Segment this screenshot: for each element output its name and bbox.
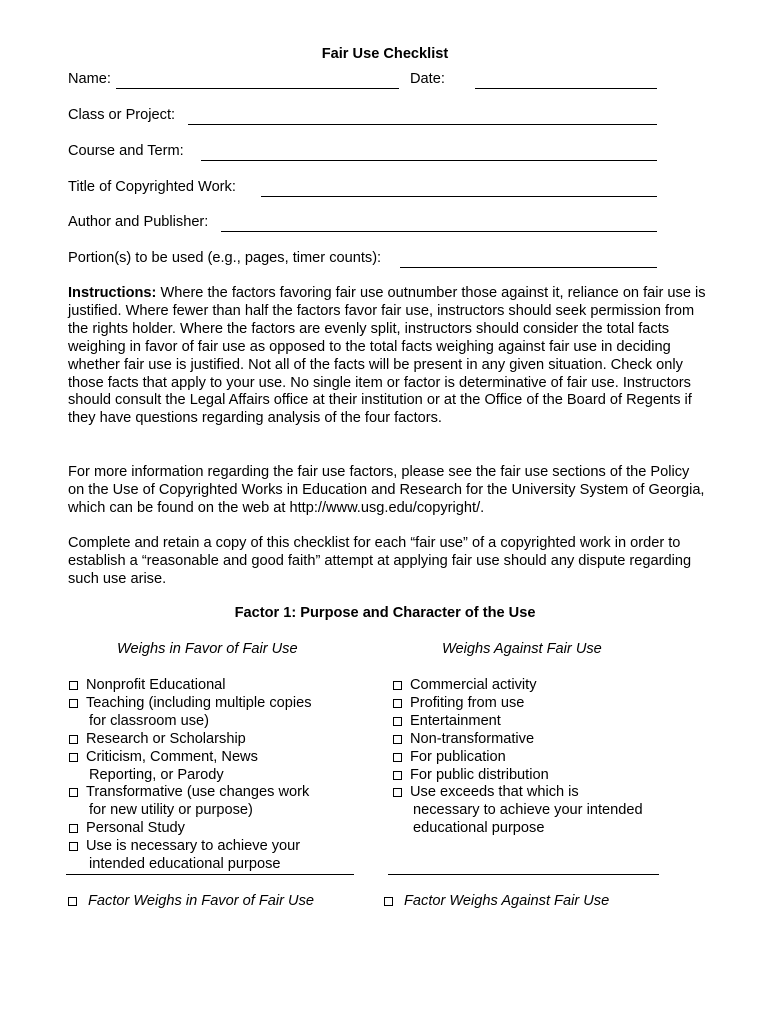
checklist-item-label: Criticism, Comment, News xyxy=(86,748,258,765)
title-work-field[interactable] xyxy=(68,179,660,199)
date-label: Date: xyxy=(410,71,445,87)
checkbox-icon[interactable] xyxy=(69,735,78,744)
checkbox-icon[interactable] xyxy=(393,735,402,744)
against-list xyxy=(392,677,643,838)
favor-divider xyxy=(66,874,354,875)
checklist-item[interactable] xyxy=(68,731,312,749)
checklist-item[interactable] xyxy=(392,784,643,838)
author-publisher-line[interactable] xyxy=(221,231,657,232)
checkbox-icon[interactable] xyxy=(393,717,402,726)
title-work-label: Title of Copyrighted Work: xyxy=(68,179,236,195)
checklist-item-label: For publication xyxy=(410,748,506,765)
checkbox-icon[interactable] xyxy=(393,771,402,780)
checklist-item[interactable] xyxy=(392,695,643,713)
portions-label: Portion(s) to be used (e.g., pages, timer counts): xyxy=(68,250,382,266)
checkbox-icon[interactable] xyxy=(69,753,78,762)
author-publisher-field[interactable] xyxy=(68,214,660,234)
checkbox-icon[interactable] xyxy=(393,788,402,797)
portions-field[interactable] xyxy=(68,250,660,270)
checklist-item[interactable] xyxy=(392,677,643,695)
checklist-item-label: Teaching (including multiple copies xyxy=(86,694,312,711)
checklist-item[interactable] xyxy=(68,749,312,785)
checklist-item-label: necessary to achieve your intended xyxy=(413,802,643,819)
factor1-title: Factor 1: Purpose and Character of the Use xyxy=(234,605,536,621)
checkbox-icon[interactable] xyxy=(393,681,402,690)
name-line[interactable] xyxy=(116,88,399,89)
checklist-item[interactable] xyxy=(392,767,643,785)
date-field[interactable] xyxy=(410,71,660,91)
checklist-item[interactable] xyxy=(392,749,643,767)
checklist-item-label: for classroom use) xyxy=(89,712,210,729)
course-term-field[interactable] xyxy=(68,143,660,163)
checklist-item-label: Non-transformative xyxy=(410,730,535,747)
checklist-item[interactable] xyxy=(68,695,312,731)
author-publisher-label: Author and Publisher: xyxy=(68,214,209,230)
portions-line[interactable] xyxy=(400,267,657,268)
checklist-item[interactable] xyxy=(68,838,312,874)
checklist-item-label: educational purpose xyxy=(413,820,545,837)
checklist-item-label: Transformative (use changes work xyxy=(86,784,310,801)
checklist-item[interactable] xyxy=(392,713,643,731)
class-project-line[interactable] xyxy=(188,124,657,125)
factor-against-checkbox[interactable] xyxy=(384,893,609,909)
class-project-field[interactable] xyxy=(68,107,660,127)
checklist-item-label: Reporting, or Parody xyxy=(89,766,224,783)
checklist-item-label: Research or Scholarship xyxy=(86,730,246,747)
checkbox-icon[interactable] xyxy=(69,788,78,797)
checklist-item[interactable] xyxy=(68,820,312,838)
against-heading: Weighs Against Fair Use xyxy=(442,641,602,657)
checklist-item-label: Nonprofit Educational xyxy=(86,677,226,693)
retain-paragraph: Complete and retain a copy of this checklist for each “fair use” of a copyrighted work in order to establish a “reasonable and good faith” attempt at applying fair use should any dispute regarding such use arise. xyxy=(68,535,692,587)
checkbox-icon[interactable] xyxy=(384,897,393,906)
more-info-paragraph: For more information regarding the fair use factors, please see the fair use sections of the Policy on the Use of Copyrighted Works in Education and Research for the University System of Georgia, which can be found on the web at http://www.usg.edu/copyright/. xyxy=(68,464,705,516)
checkbox-icon[interactable] xyxy=(68,897,77,906)
favor-list xyxy=(68,677,312,874)
checklist-item-label: Personal Study xyxy=(86,820,185,837)
factor-against-label: Factor Weighs Against Fair Use xyxy=(404,893,610,909)
factor-favor-checkbox[interactable] xyxy=(68,893,314,909)
name-field[interactable] xyxy=(68,71,408,91)
checkbox-icon[interactable] xyxy=(393,699,402,708)
page-title: Fair Use Checklist xyxy=(321,46,449,62)
title-work-line[interactable] xyxy=(261,196,657,197)
checklist-item-label: For public distribution xyxy=(410,766,549,783)
checkbox-icon[interactable] xyxy=(69,681,78,690)
checklist-item-label: Use exceeds that which is xyxy=(410,784,579,801)
checkbox-icon[interactable] xyxy=(69,824,78,833)
instructions-label: Instructions: xyxy=(68,285,157,301)
checkbox-icon[interactable] xyxy=(69,699,78,708)
factor-favor-label: Factor Weighs in Favor of Fair Use xyxy=(88,893,315,909)
name-label: Name: xyxy=(68,71,111,87)
against-divider xyxy=(388,874,659,875)
checklist-item-label: Use is necessary to achieve your xyxy=(86,838,301,855)
checkbox-icon[interactable] xyxy=(69,842,78,851)
checklist-item-label: Entertainment xyxy=(410,712,501,729)
checkbox-icon[interactable] xyxy=(393,753,402,762)
instructions-paragraph xyxy=(68,285,708,428)
favor-heading: Weighs in Favor of Fair Use xyxy=(117,641,298,657)
date-line[interactable] xyxy=(475,88,657,89)
course-term-line[interactable] xyxy=(201,160,657,161)
checklist-item-label: intended educational purpose xyxy=(89,856,281,873)
checklist-item[interactable] xyxy=(68,677,312,695)
checklist-item-label: Profiting from use xyxy=(410,694,525,711)
instructions-text: Where the factors favoring fair use outnumber those against it, reliance on fair use is justified. Where fewer than half the factors favor fair use, instructors should seek permission from the rights holder. Where the factors are evenly split, instructors should consider the total facts weighing in favor of fair use as opposed to the total facts weighing against fair use in deciding whether fair use is justified. Not all of the facts will be present in any given situation. Check only those facts that apply to your use. No single item or factor is determinative of fair use. Instructors should consult the Legal Affairs office at their institution or at the Office of the Board of Regents if they have questions regarding analysis of the four factors. xyxy=(68,285,706,427)
course-term-label: Course and Term: xyxy=(68,143,184,159)
checklist-item-label: Commercial activity xyxy=(410,677,537,693)
checklist-item-label: for new utility or purpose) xyxy=(89,802,253,819)
class-project-label: Class or Project: xyxy=(68,107,176,123)
checklist-item[interactable] xyxy=(68,784,312,820)
checklist-item[interactable] xyxy=(392,731,643,749)
